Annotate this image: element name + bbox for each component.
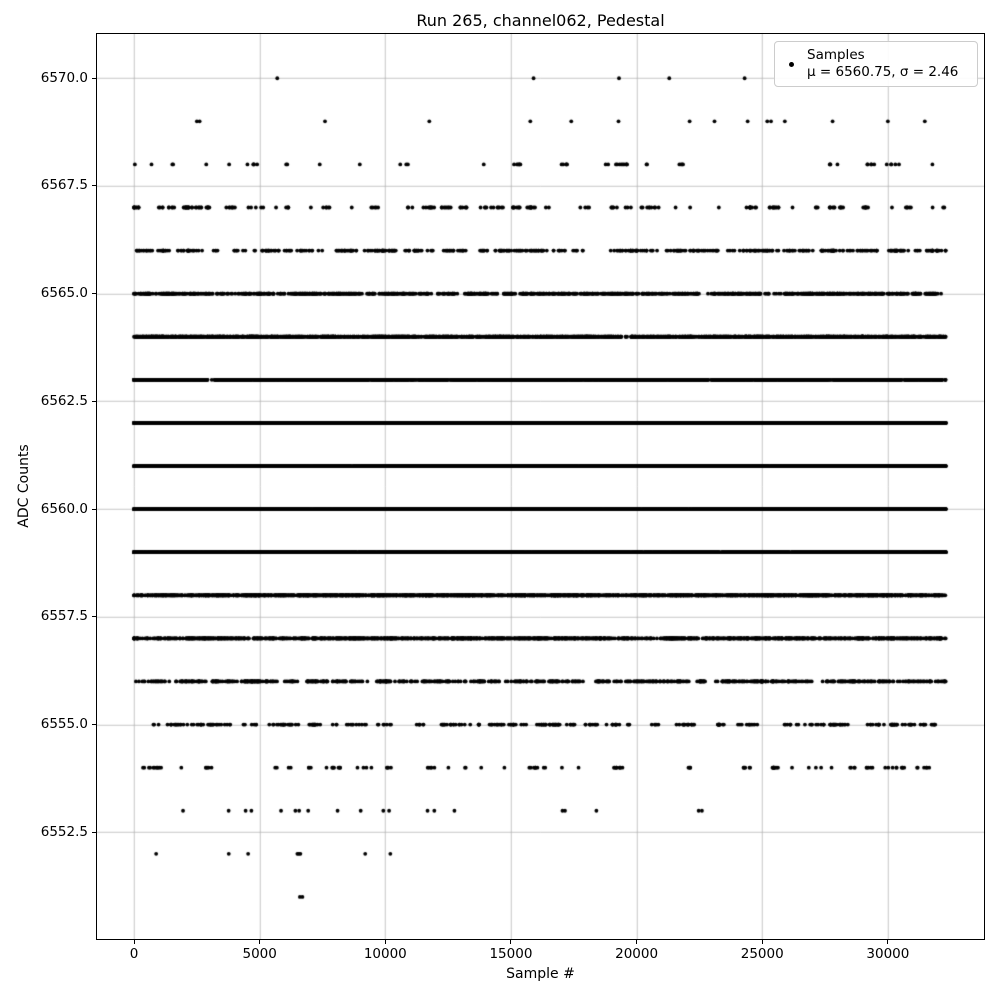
x-axis-label: Sample #: [506, 966, 575, 982]
x-tick-label: 15000: [489, 946, 533, 962]
y-tick-mark: [92, 724, 96, 725]
y-tick-mark: [92, 78, 96, 79]
y-tick-label: 6555.0: [40, 716, 88, 733]
legend-text: [807, 47, 958, 81]
x-tick-label: 5000: [242, 946, 277, 962]
y-axis-label: ADC Counts: [16, 444, 32, 528]
y-tick-mark: [92, 616, 96, 617]
y-tick-label: 6557.5: [40, 608, 88, 625]
x-tick-mark: [762, 940, 763, 944]
y-tick-mark: [92, 293, 96, 294]
y-tick-mark: [92, 185, 96, 186]
y-tick-label: 6567.5: [40, 177, 88, 194]
legend-marker-dot: [789, 62, 794, 67]
legend: [774, 41, 978, 87]
x-tick-label: 25000: [740, 946, 784, 962]
y-tick-label: 6560.0: [40, 500, 88, 517]
y-tick-label: 6565.0: [40, 285, 88, 302]
y-tick-mark: [92, 509, 96, 510]
legend-stats: μ = 6560.75, σ = 2.46: [807, 64, 959, 80]
y-tick-label: 6552.5: [40, 823, 88, 840]
x-tick-mark: [510, 940, 511, 944]
x-tick-mark: [887, 940, 888, 944]
y-tick-mark: [92, 401, 96, 402]
y-tick-label: 6570.0: [40, 69, 88, 86]
x-tick-label: 20000: [615, 946, 659, 962]
x-tick-mark: [134, 940, 135, 944]
x-tick-mark: [636, 940, 637, 944]
x-tick-label: 0: [129, 946, 139, 962]
x-tick-label: 30000: [866, 946, 910, 962]
y-tick-mark: [92, 832, 96, 833]
x-tick-mark: [385, 940, 386, 944]
x-tick-mark: [259, 940, 260, 944]
x-tick-label: 10000: [363, 946, 407, 962]
y-tick-label: 6562.5: [40, 392, 88, 409]
legend-series-label: Samples: [807, 47, 865, 63]
